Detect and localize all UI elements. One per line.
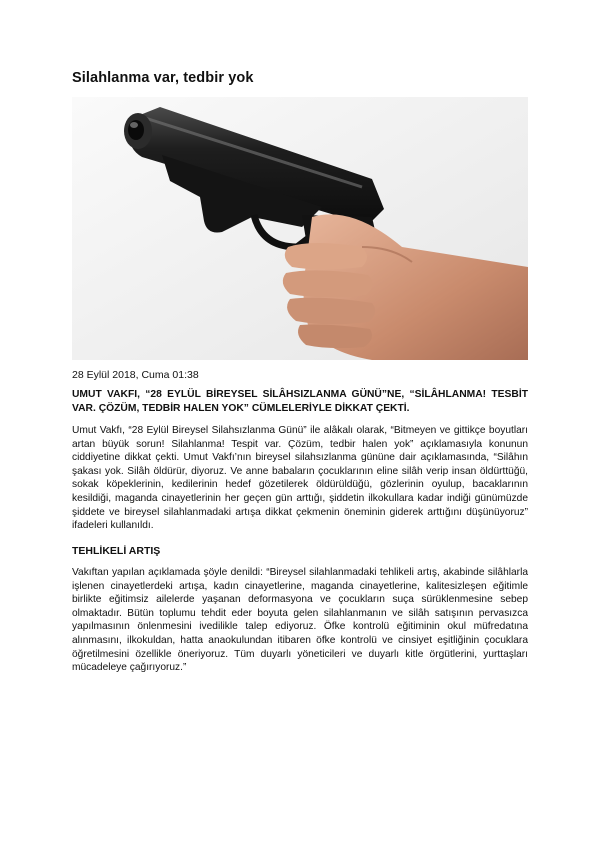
article-subheading: TEHLİKELİ ARTIŞ [72, 545, 161, 557]
article-paragraph-1: Umut Vakfı, “28 Eylül Bireysel Silahsızlanma Günü” ile alâkalı olarak, “Bitmeyen ve gittikçe boyutları artan büyük sorun! Silahlanma! Tespit var. Çözüm, tedbir halen yok” açıklamasıyla konunun ciddiyetine dikkat çekti. Umut Vakfı’nın bireysel silahsızlanma gününe dair açıklamasında, “Silâhın şakası yok. Silâh öldürür, diyoruz. Ve anne babaların çocuklarının eline silâh verip insan öldürttüğü, sokak köpeklerinin, kedilerinin hedef gözetilerek öldürüldüğü, gözlerinin oyulup, bacaklarının kesildiği, maganda cinayetlerinin her geçen gün arttığı, şiddetin ilkokullara kadar indiği günümüzde şiddete ve bireysel silahlanmadaki artışa dikkat çekmenin öneminin giderek arttığını düşünüyoruz” ifadeleri kullanıldı. [72, 425, 528, 532]
handgun-photo-icon [72, 97, 528, 360]
article-date: 28 Eylül 2018, Cuma 01:38 [72, 369, 199, 381]
article-title: Silahlanma var, tedbir yok [72, 70, 254, 86]
article-photo [72, 97, 528, 360]
article-lead: UMUT VAKFI, “28 EYLÜL BİREYSEL SİLÂHSIZLANMA GÜNÜ”NE, “SİLÂHLANMA! TESBİT VAR. ÇÖZÜM, TEDBİR HALEN YOK” CÜMLELERİYLE DİKKAT ÇEKTİ. [72, 389, 528, 414]
article-paragraph-2: Vakıftan yapılan açıklamada şöyle denildi: “Bireysel silahlanmadaki tehlikeli artış, akabinde silâhlarla işlenen cinayetlerdeki artışa, kadın cinayetlerine, maganda cinayetlerine, kalitesizleşen eğitimle birlikte eğitimsiz ailelerde yaşanan deformasyona ve çocukların suça sürüklenmesine sebep olmaktadır. Bütün toplumu tehdit eder boyuta gelen silahlanmanın ve silâh satışının pervasızca yapılmasının önlenmesini ivedilikle talep ediyoruz. Öfke kontrolü eğitiminin okul müfredatına alınmasını, ilkokuldan, hatta anaokulundan itibaren öfke kontrolü ve cinsiyet eşitliğinin çocuklara öğretilmesini özellikle öneriyoruz. Tüm duyarlı yöneticileri ve duyarlı kitle örgütlerini, yurttaşları mücadeleye çağırıyoruz.” [72, 567, 528, 674]
